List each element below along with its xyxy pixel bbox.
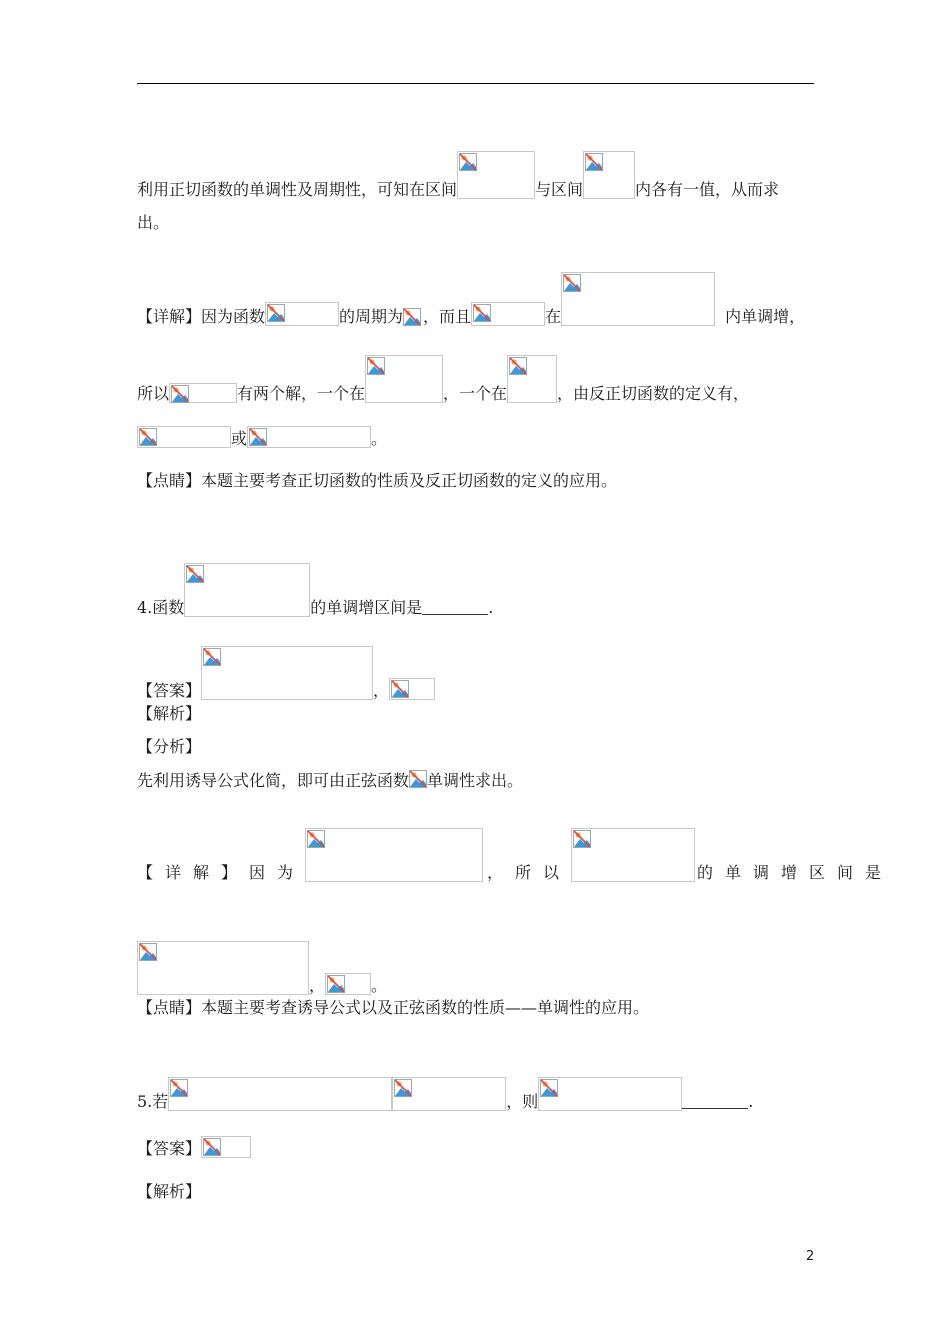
broken-image-icon	[139, 428, 157, 446]
answer-5: 【答案】	[137, 1136, 251, 1159]
jiexi-5: 【解析】	[137, 1182, 202, 1201]
broken-image-icon	[585, 153, 603, 171]
formula-image	[583, 151, 635, 199]
broken-image-icon	[367, 357, 385, 375]
formula-image	[457, 151, 535, 199]
header-rule	[137, 83, 814, 84]
formula-image	[169, 383, 237, 403]
formula-image	[137, 426, 231, 448]
formula-image	[507, 355, 557, 403]
fenxi-4: 【分析】	[137, 737, 202, 756]
broken-image-icon	[391, 680, 409, 698]
formula-image	[392, 1077, 506, 1111]
broken-image-icon	[394, 1079, 412, 1097]
question-4: 4.函数 的单调增区间是 .	[137, 563, 493, 618]
question-5: 5.若 ，则 .	[137, 1077, 753, 1112]
broken-image-icon	[171, 385, 189, 403]
answer-4: 【答案】 ，	[137, 646, 435, 701]
broken-image-icon	[403, 308, 421, 326]
formula-image	[201, 1136, 251, 1158]
formula-image	[305, 828, 483, 882]
broken-image-icon	[203, 1138, 221, 1156]
broken-image-icon	[540, 1079, 558, 1097]
formula-image	[389, 678, 435, 700]
formula-image	[325, 973, 371, 995]
detail-line-2: 所以 有两个解，一个在 ，一个在 ，由反正切函数的定义有，	[137, 355, 749, 404]
detail-4: 【详解】因为 ，所以 的单调增区间是	[137, 828, 893, 883]
broken-image-icon	[409, 770, 427, 788]
jiexi-4: 【解析】	[137, 704, 202, 723]
answer-blank	[682, 1094, 748, 1109]
broken-image-icon	[459, 153, 477, 171]
broken-image-icon	[509, 357, 527, 375]
analysis-4: 先利用诱导公式化简，即可由正弦函数 单调性求出。	[137, 771, 524, 790]
broken-image-icon	[563, 274, 581, 292]
broken-image-icon	[203, 648, 221, 666]
formula-image	[561, 272, 715, 326]
point-1: 【点睛】本题主要考查正切函数的性质及反正切函数的定义的应用。	[137, 471, 618, 490]
formula-image	[265, 302, 339, 326]
formula-image	[247, 426, 371, 448]
broken-image-icon	[170, 1079, 188, 1097]
formula-image	[409, 770, 427, 790]
intro-line-cont: 出。	[137, 213, 170, 232]
broken-image-icon	[473, 304, 491, 322]
broken-image-icon	[139, 943, 157, 961]
formula-image	[137, 941, 309, 995]
formula-image	[538, 1077, 682, 1111]
formula-image	[184, 563, 310, 617]
detail-line-3: 或 。	[137, 426, 387, 449]
formula-image	[471, 302, 545, 326]
intro-line: 利用正切函数的单调性及周期性，可知在区间 与区间 内各有一值，从而求	[137, 151, 779, 200]
formula-image	[365, 355, 443, 403]
broken-image-icon	[249, 428, 267, 446]
broken-image-icon	[186, 565, 204, 583]
point-4: 【点睛】本题主要考查诱导公式以及正弦函数的性质——单调性的应用。	[137, 998, 650, 1017]
detail-line-1: 【详解】因为函数 的周期为 ，而且 在 内单调增，	[137, 272, 805, 327]
formula-image	[168, 1077, 392, 1111]
broken-image-icon	[573, 830, 591, 848]
formula-image	[403, 306, 423, 326]
broken-image-icon	[267, 304, 285, 322]
broken-image-icon	[307, 830, 325, 848]
page-number: 2	[806, 1249, 815, 1264]
broken-image-icon	[327, 975, 345, 993]
formula-image	[571, 828, 695, 882]
detail-4-cont: ， 。	[137, 941, 387, 996]
answer-blank	[422, 600, 488, 615]
formula-image	[201, 646, 373, 700]
